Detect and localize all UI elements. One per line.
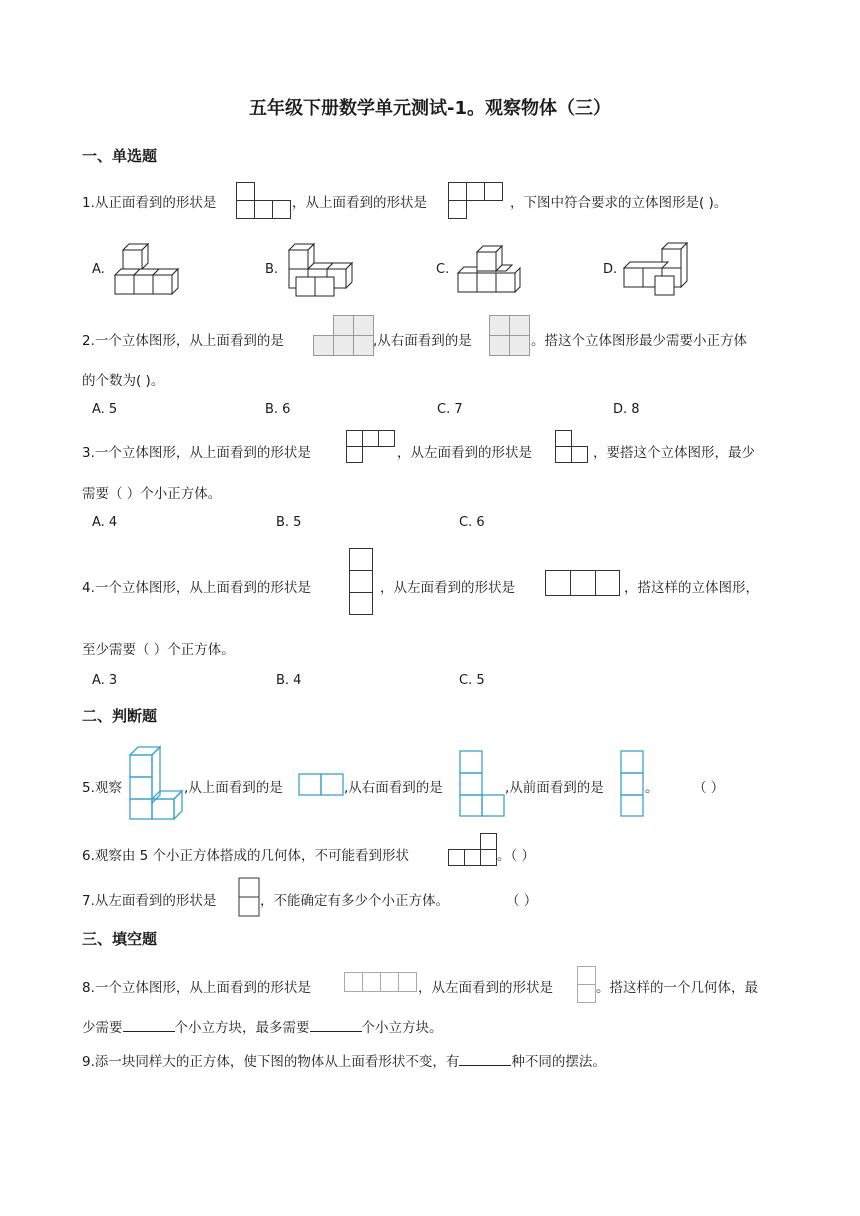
- q6-shape-figure: [448, 833, 500, 869]
- q1-option-b-figure: [286, 244, 356, 300]
- q5-text-b: ,从上面看到的是: [184, 780, 283, 796]
- q6-text-a: 6.观察由 5 个小正方体搭成的几何体，不可能看到形状: [82, 848, 410, 864]
- q5-text-e: 。: [645, 780, 659, 796]
- q1-option-c-label[interactable]: C.: [436, 262, 450, 277]
- page-title: 五年级下册数学单元测试-1。观察物体（三）: [249, 98, 611, 119]
- q4-option-c[interactable]: C. 5: [459, 673, 485, 688]
- q5-text-d: ,从前面看到的是: [505, 780, 604, 796]
- q1-option-d-figure: [624, 243, 692, 299]
- q8-line-2: [82, 1016, 443, 1036]
- q5-solid-figure: [128, 745, 186, 821]
- q1-text-c: ，下图中符合要求的立体图形是( )。: [510, 195, 728, 211]
- q1-option-b-label[interactable]: B.: [265, 262, 279, 277]
- q2-text-d: 的个数为( )。: [82, 373, 165, 389]
- q9-line: [82, 1050, 606, 1070]
- q3-option-c[interactable]: C. 6: [459, 515, 485, 530]
- q1-option-d-label[interactable]: D.: [603, 262, 618, 277]
- q1-top-view-figure: [448, 182, 504, 220]
- q4-text-c: ，搭这样的立体图形，: [624, 580, 759, 596]
- q5-text-c: ,从右面看到的是: [344, 780, 443, 796]
- q8-text-d2: 个小立方块，最多需要: [174, 1020, 310, 1036]
- q4-left-view-figure: [545, 570, 621, 598]
- q9-text-b: 种不同的摆法。: [511, 1054, 606, 1070]
- q1-option-a-label[interactable]: A.: [92, 262, 105, 277]
- q7-text-b: ，不能确定有多少个小正方体。: [260, 893, 449, 909]
- q5-answer-paren[interactable]: （ ）: [693, 780, 725, 796]
- q4-text-a: 4.一个立体图形，从上面看到的形状是: [82, 580, 311, 596]
- q9-text-a: 9.添一块同样大的正方体，使下图的物体从上面看形状不变，有: [82, 1054, 460, 1070]
- q3-text-c: ，要搭这个立体图形，最少: [593, 445, 755, 461]
- q5-front-view-figure: [620, 750, 646, 818]
- q4-text-b: ，从左面看到的形状是: [380, 580, 515, 596]
- q3-option-a[interactable]: A. 4: [92, 515, 118, 530]
- q8-text-a: 8.一个立体图形，从上面看到的形状是: [82, 980, 311, 996]
- q2-text-a: 2.一个立体图形，从上面看到的是: [82, 333, 284, 349]
- section-heading-fill-blank: 三、填空题: [82, 930, 158, 948]
- q4-option-b[interactable]: B. 4: [276, 673, 302, 688]
- q2-text-c: 。搭这个立体图形最少需要小正方体: [531, 333, 747, 349]
- q5-right-view-figure: [459, 750, 507, 818]
- q2-option-c[interactable]: C. 7: [437, 402, 463, 417]
- section-heading-single-choice: 一、单选题: [82, 147, 158, 165]
- q2-option-b[interactable]: B. 6: [265, 402, 291, 417]
- q1-front-view-figure: [236, 182, 292, 220]
- section-heading-true-false: 二、判断题: [82, 707, 158, 725]
- q4-top-view-figure: [349, 548, 375, 618]
- q2-option-a[interactable]: A. 5: [92, 402, 118, 417]
- q2-right-view-figure: [489, 315, 531, 357]
- q3-left-view-figure: [555, 430, 591, 466]
- q3-text-b: ，从左面看到的形状是: [397, 445, 532, 461]
- q8-text-b: ，从左面看到的形状是: [418, 980, 553, 996]
- q4-option-a[interactable]: A. 3: [92, 673, 118, 688]
- q1-text-a: 1.从正面看到的形状是: [82, 195, 217, 211]
- q8-text-d3: 个小立方块。: [361, 1020, 443, 1036]
- q2-option-d[interactable]: D. 8: [613, 402, 640, 417]
- q5-text-a: 5.观察: [82, 780, 122, 796]
- q8-min-blank[interactable]: [123, 1019, 175, 1032]
- q3-text-d: 需要（ ）个小正方体。: [82, 486, 222, 502]
- q8-max-blank[interactable]: [310, 1019, 362, 1032]
- q1-option-a-figure: [115, 244, 190, 300]
- q7-answer-paren[interactable]: （ ）: [506, 893, 538, 909]
- q7-text-a: 7.从左面看到的形状是: [82, 893, 217, 909]
- q3-option-b[interactable]: B. 5: [276, 515, 302, 530]
- q4-text-d: 至少需要（ ）个正方体。: [82, 642, 235, 658]
- q1-text-b: ，从上面看到的形状是: [292, 195, 427, 211]
- q2-text-b: ,从右面看到的是: [373, 333, 472, 349]
- q5-top-view-figure: [298, 773, 346, 797]
- q8-text-d1: 少需要: [82, 1020, 123, 1036]
- q6-text-b[interactable]: 。（ ）: [497, 848, 536, 864]
- q9-blank[interactable]: [459, 1053, 511, 1066]
- q8-text-c: 。搭这样的一个几何体，最: [596, 980, 758, 996]
- q8-top-view-figure: [344, 972, 418, 996]
- q3-top-view-figure: [346, 430, 396, 466]
- q2-top-view-figure: [313, 315, 375, 357]
- q3-text-a: 3.一个立体图形，从上面看到的形状是: [82, 445, 311, 461]
- q1-option-c-figure: [456, 246, 522, 298]
